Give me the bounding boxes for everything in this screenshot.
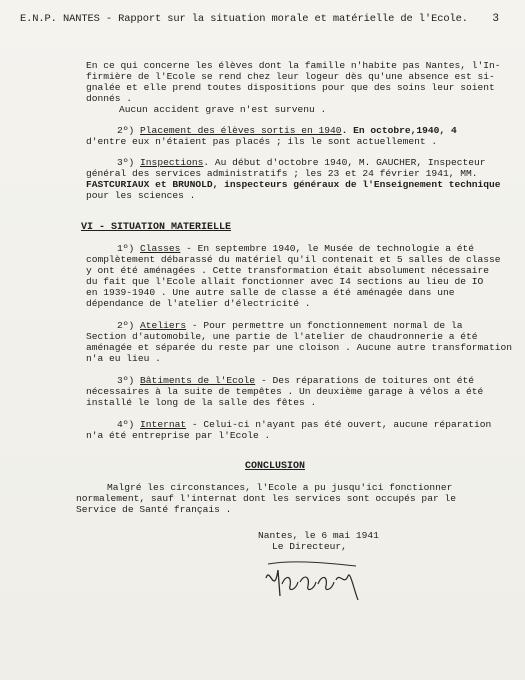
inspections-line-4: pour les sciences . xyxy=(86,190,196,201)
conclusion-line-3: Service de Santé français . xyxy=(76,504,232,515)
ateliers-number: 2º) xyxy=(117,320,135,331)
conclusion-line-1: Malgré les circonstances, l'Ecole a pu jusqu'ici fonctionner xyxy=(107,482,453,493)
internat-number: 4º) xyxy=(117,419,135,430)
inspections-line-3: FASTCURIAUX et BRUNOLD, inspecteurs généraux de l'Enseignement technique xyxy=(86,179,501,190)
placement-line-1 xyxy=(117,126,457,137)
page-number: 3 xyxy=(492,13,499,25)
ateliers-text: - Pour permettre un fonctionnement normal de la xyxy=(191,320,463,331)
classes-line-4: du fait que l'Ecole allait fonctionner avec I4 sections au lieu de IO xyxy=(86,276,484,287)
batiments-line-1 xyxy=(117,376,474,387)
classes-line-5: en 1939-1940 . Une autre salle de classe a été aménagée dans une xyxy=(86,287,455,298)
signatory: Le Directeur, xyxy=(272,541,347,552)
conclusion-title: CONCLUSION xyxy=(245,461,306,472)
classes-line-3: y ont été aménagées . Cette transformation était absolument nécessaire xyxy=(86,265,490,276)
ateliers-line-1 xyxy=(117,321,462,332)
conclusion-line-2: normalement, sauf l'internat dont les services sont occupés par le xyxy=(76,493,456,504)
ateliers-heading: Ateliers xyxy=(140,320,187,331)
handwritten-signature xyxy=(260,556,380,606)
inspections-text: . Au début d'octobre 1940, M. GAUCHER, Inspecteur xyxy=(203,157,486,168)
internat-line-1 xyxy=(117,420,491,431)
inspections-line-1 xyxy=(117,158,486,169)
intro-line-3: gnalée et elle prend toutes dispositions pour que des soins leur soient xyxy=(86,82,495,93)
classes-text: - En septembre 1940, le Musée de technologie a été xyxy=(186,243,474,254)
inspections-line-2: général des services administratifs ; les 23 et 24 février 1941, MM. xyxy=(86,168,478,179)
section-vi-title: VI - SITUATION MATERIELLE xyxy=(81,222,232,233)
inspections-number: 3º) xyxy=(117,157,135,168)
internat-line-2: n'a été entreprise par l'Ecole . xyxy=(86,430,271,441)
placement-number: 2º) xyxy=(117,125,135,136)
ateliers-line-4: n'a eu lieu . xyxy=(86,353,161,364)
intro-line-2: firmière de l'Ecole se rend chez leur logeur dès qu'une absence est si- xyxy=(86,71,495,82)
placement-heading: Placement des élèves sortis en 1940 xyxy=(140,125,342,136)
classes-heading: Classes xyxy=(140,243,181,254)
intro-line-1: En ce qui concerne les élèves dont la famille n'habite pas Nantes, l'In- xyxy=(86,60,501,71)
internat-heading: Internat xyxy=(140,419,187,430)
place-date: Nantes, le 6 mai 1941 xyxy=(258,530,379,541)
ateliers-line-2: Section d'automobile, une partie de l'atelier de chaudronnerie a été xyxy=(86,331,478,342)
classes-line-1 xyxy=(117,244,474,255)
intro-line-4: donnés . xyxy=(86,93,133,104)
accident-line: Aucun accident grave n'est survenu . xyxy=(119,104,327,115)
internat-text: - Celui-ci n'ayant pas été ouvert, aucune réparation xyxy=(191,419,492,430)
page-header: E.N.P. NANTES - Rapport sur la situation morale et matérielle de l'Ecole. xyxy=(20,13,468,25)
placement-text: . En octobre,1940, 4 xyxy=(341,125,457,136)
classes-number: 1º) xyxy=(117,243,135,254)
batiments-heading: Bâtiments de l'Ecole xyxy=(140,375,256,386)
classes-line-2: complètement débarassé du matériel qu'il contenait et 5 salles de classe xyxy=(86,254,501,265)
ateliers-line-3: aménagée et séparée du reste par une cloison . Aucune autre transformation xyxy=(86,342,513,353)
batiments-line-3: installé le long de la salle des fêtes . xyxy=(86,397,317,408)
inspections-heading: Inspections xyxy=(140,157,204,168)
batiments-line-2: nécessaires à la suite de tempêtes . Un deuxième garage à vélos a été xyxy=(86,386,484,397)
batiments-number: 3º) xyxy=(117,375,135,386)
classes-line-6: dépendance de l'atelier d'électricité . xyxy=(86,298,311,309)
batiments-text: - Des réparations de toitures ont été xyxy=(260,375,474,386)
placement-line-2: d'entre eux n'étaient pas placés ; ils le sont actuellement . xyxy=(86,136,438,147)
